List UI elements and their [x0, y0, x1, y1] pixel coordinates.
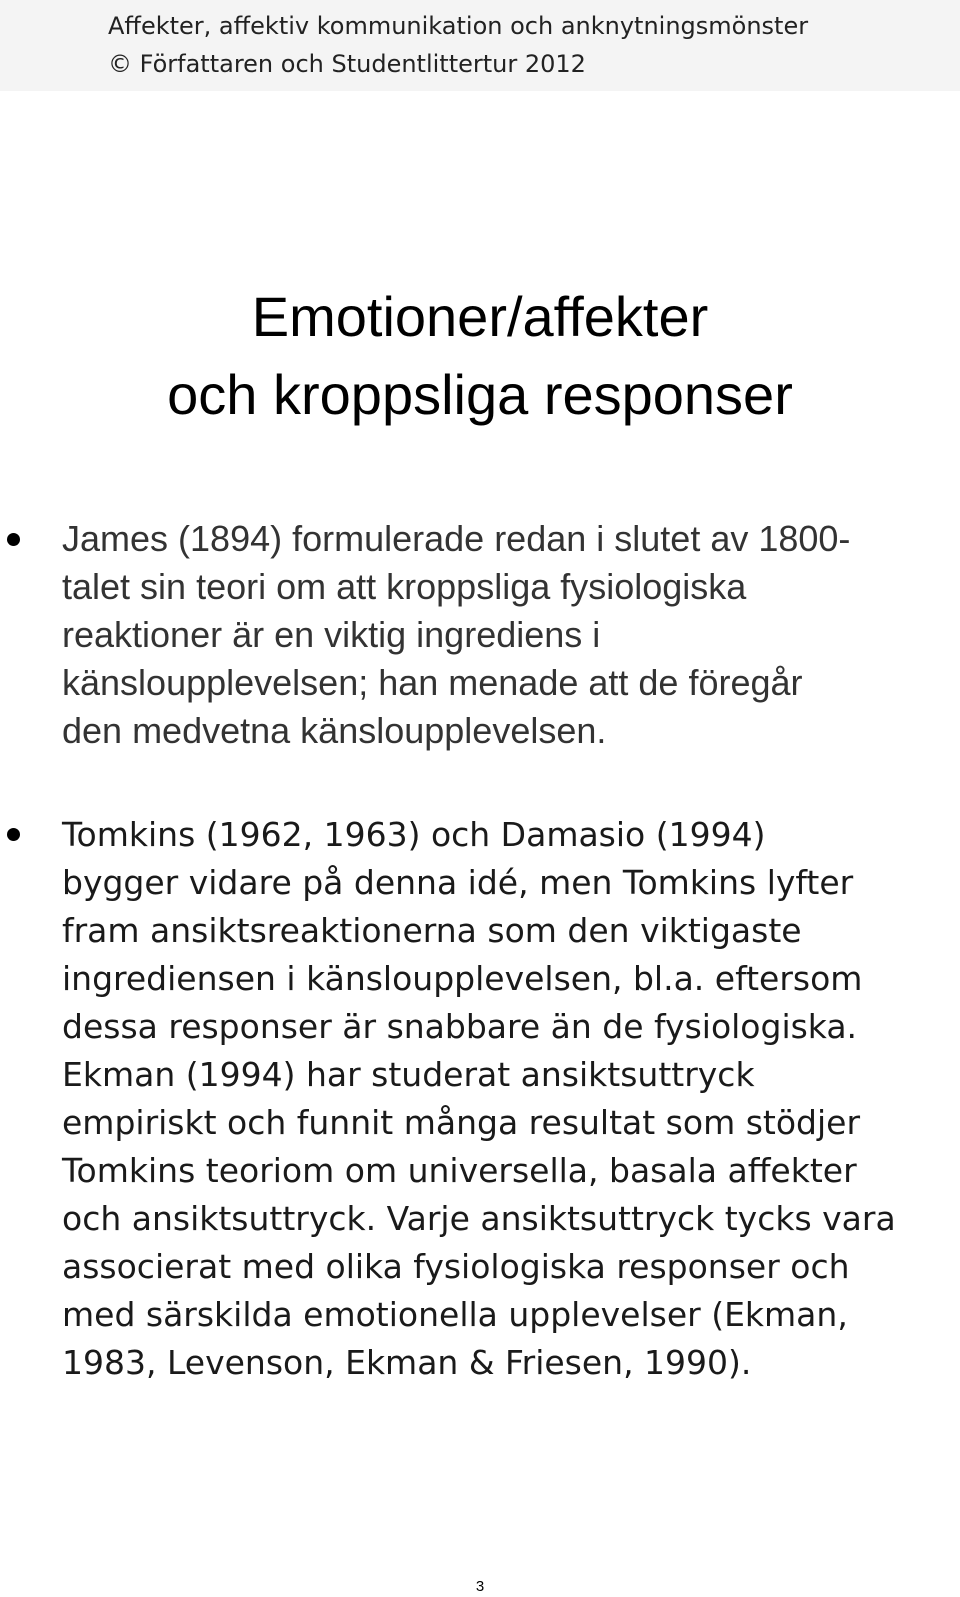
bullet-line: bygger vidare på denna idé, men Tomkins lyfter — [62, 863, 854, 902]
bullet-line: ingrediensen i känsloupplevelsen, bl.a. eftersom — [62, 959, 863, 998]
slide-title-line-2: och kroppsliga responser — [167, 363, 793, 426]
bullet-line: Ekman (1994) har studerat ansiktsuttryck — [62, 1055, 755, 1094]
bullet-line: reaktioner är en viktig ingrediens i — [62, 614, 601, 655]
slide-title-line-1: Emotioner/affekter — [251, 285, 709, 348]
bullet-line: James (1894) formulerade redan i slutet av 1800- — [62, 518, 851, 559]
header-title: Affekter, affektiv kommunikation och anknytningsmönster — [108, 12, 809, 40]
bullet-line: och ansiktsuttryck. Varje ansiktsuttryck tycks vara — [62, 1199, 896, 1238]
header-copyright: © Författaren och Studentlittertur 2012 — [108, 50, 586, 78]
bullet-line: med särskilda emotionella upplevelser (Ekman, — [62, 1295, 848, 1334]
bullet-line: Tomkins teoriom om universella, basala affekter — [62, 1151, 857, 1190]
bullet-line: den medvetna känsloupplevelsen. — [62, 710, 607, 751]
bullet-line: känsloupplevelsen; han menade att de föregår — [62, 662, 803, 703]
header-band — [0, 0, 960, 91]
bullet-line: associerat med olika fysiologiska responser och — [62, 1247, 850, 1286]
bullet-icon — [7, 828, 20, 841]
bullet-line: empiriskt och funnit många resultat som stödjer — [62, 1103, 861, 1142]
bullet-line: 1983, Levenson, Ekman & Friesen, 1990). — [62, 1343, 752, 1382]
bullet-line: dessa responser är snabbare än de fysiologiska. — [62, 1007, 858, 1046]
bullet-line: Tomkins (1962, 1963) och Damasio (1994) — [62, 815, 766, 854]
bullet-icon — [7, 533, 20, 546]
bullet-line: talet sin teori om att kroppsliga fysiologiska — [62, 566, 747, 607]
bullet-line: fram ansiktsreaktionerna som den viktigaste — [62, 911, 802, 950]
page-number: 3 — [475, 1578, 485, 1595]
